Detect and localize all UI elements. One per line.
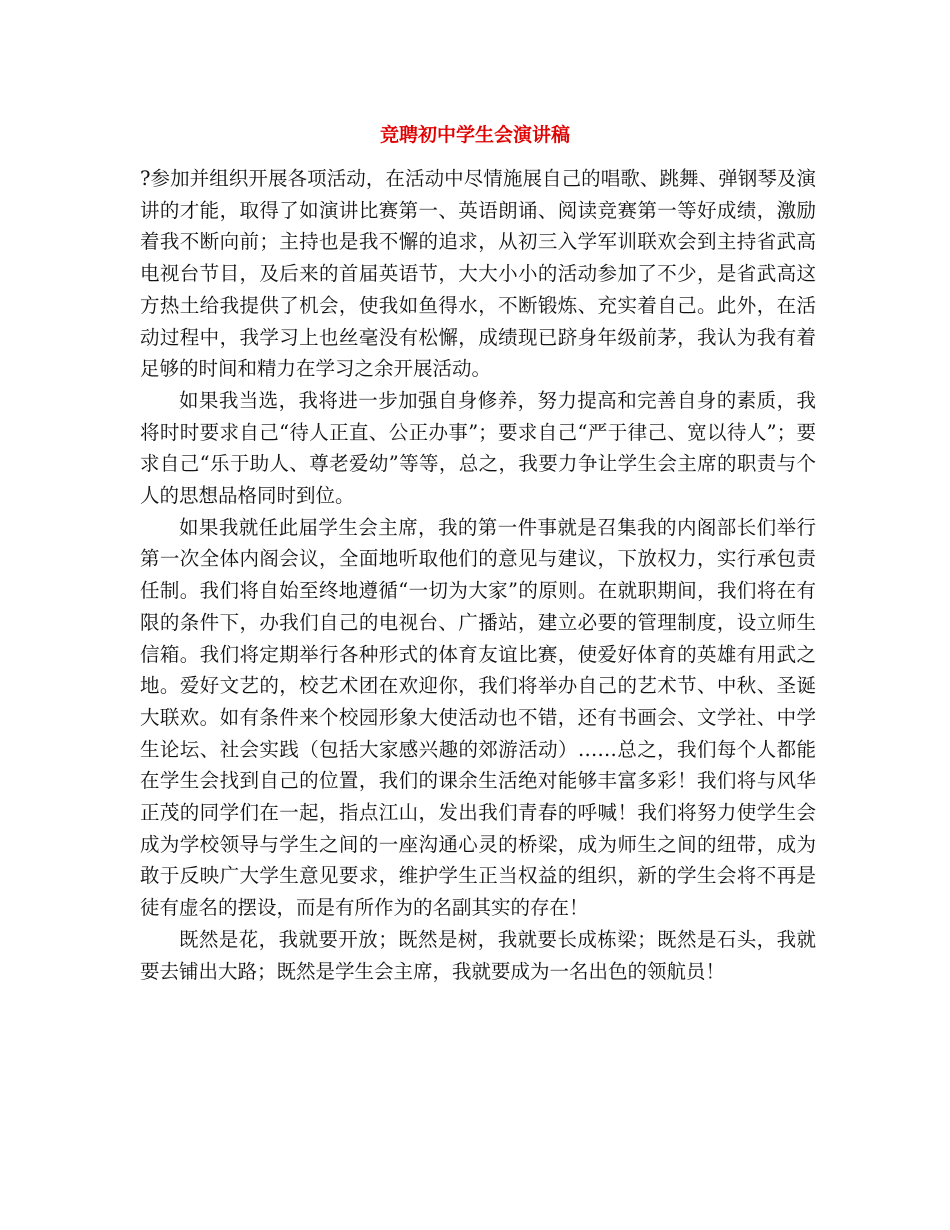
- document-title: 竞聘初中学生会演讲稿: [379, 124, 570, 146]
- paragraph-1: ?参加并组织开展各项活动，在活动中尽情施展自己的唱歌、跳舞、弹钢琴及演讲的才能，取得了如演讲比赛第一、英语朗诵、阅读竞赛第一等好成绩，激励着我不断向前；主持也是我不懈的追求，从初三入学军训联欢会到主持省武高电视台节目，及后来的首届英语节，大大小小的活动参加了不少，是省武高这方热土给我提供了机会，使我如鱼得水，不断锻炼、充实着自己。此外，在活动过程中，我学习上也丝毫没有松懈，成绩现已跻身年级前茅，我认为我有着足够的时间和精力在学习之余开展活动。: [140, 167, 816, 381]
- paragraph-3: 如果我就任此届学生会主席，我的第一件事就是召集我的内阁部长们举行第一次全体内阁会议，全面地听取他们的意见与建议，下放权力，实行承包责任制。我们将自始至终地遵循“一切为大家”的原则。在就职期间，我们将在有限的条件下，办我们自己的电视台、广播站，建立必要的管理制度，设立师生信箱。我们将定期举行各种形式的体育友谊比赛，使爱好体育的英雄有用武之地。爱好文艺的，校艺术团在欢迎你，我们将举办自己的艺术节、中秋、圣诞大联欢。如有条件来个校园形象大使活动也不错，还有书画会、文学社、中学生论坛、社会实践（包括大家感兴趣的郊游活动）……总之，我们每个人都能在学生会找到自己的位置，我们的课余生活绝对能够丰富多彩！我们将与风华正茂的同学们在一起，指点江山，发出我们青春的呼喊！我们将努力使学生会成为学校领导与学生之间的一座沟通心灵的桥梁，成为师生之间的纽带，成为敢于反映广大学生意见要求，维护学生正当权益的组织，新的学生会将不再是徒有虚名的摆设，而是有所作为的名副其实的存在！: [140, 515, 816, 920]
- paragraph-4: 既然是花，我就要开放；既然是树，我就要长成栋梁；既然是石头，我就要去铺出大路；既然是学生会主席，我就要成为一名出色的领航员！: [140, 927, 816, 983]
- paragraph-2: 如果我当选，我将进一步加强自身修养，努力提高和完善自身的素质，我将时时要求自己“待人正直、公正办事”；要求自己“严于律己、宽以待人”；要求自己“乐于助人、尊老爱幼”等等，总之，我要力争让学生会主席的职责与个人的思想品格同时到位。: [140, 388, 816, 508]
- document-body: [140, 163, 816, 987]
